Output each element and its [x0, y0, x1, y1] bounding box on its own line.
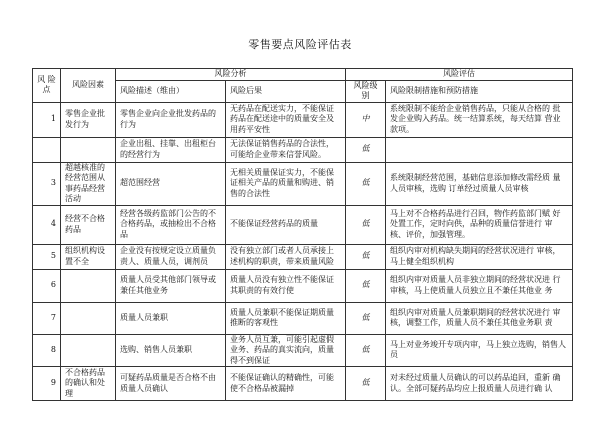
document-title: 零售要点风险评估表	[248, 38, 352, 51]
row-number: 8	[33, 334, 61, 367]
risk-table-body	[33, 102, 573, 401]
risk-factor-cell	[61, 302, 116, 334]
risk-level-cell: 低	[346, 162, 386, 205]
row-number: 1	[33, 102, 61, 137]
row-number: 4	[33, 205, 61, 244]
risk-measures-cell: 马上对业务竣开专项内审，马上独立选购，销售人员	[386, 334, 573, 367]
table-header	[33, 69, 573, 103]
risk-factor-cell: 零售企业批 发行为	[61, 102, 116, 137]
table-row	[33, 102, 573, 137]
risk-measures-cell: 系统限制经营范围，基础信息添加修改需经质 量人员审核，选购 订单经过质量人员审核	[386, 162, 573, 205]
risk-description-cell: 选购、销售人员兼职	[116, 334, 226, 367]
risk-factor-cell: 组织机构设 置不全	[61, 244, 116, 269]
risk-consequence-cell: 质量人员没有独立性不能保证 其职责的有效行使	[226, 269, 346, 302]
risk-description-cell: 超范围经营	[116, 162, 226, 205]
risk-description-cell: 质量人员受其他部门领导或兼任其他业务	[116, 269, 226, 302]
risk-measures-cell	[386, 137, 573, 162]
header-risk-analysis: 风险分析	[116, 69, 346, 81]
risk-measures-cell: 组织内审对质量人员非独立期间的经营状况进 行审核，马上使质量人员独立且不兼任其他业 务	[386, 269, 573, 302]
row-number: 7	[33, 302, 61, 334]
risk-factor-cell	[61, 269, 116, 302]
risk-level-cell: 低	[346, 367, 386, 401]
table-row	[33, 162, 573, 205]
risk-description-cell: 零售企业向企业批发药品的行为	[116, 102, 226, 137]
row-number: 9	[33, 367, 61, 401]
row-number	[33, 137, 61, 162]
risk-level-cell: 低	[346, 205, 386, 244]
risk-consequence-cell: 质量人员兼职不能保证期质量 推断的客观性	[226, 302, 346, 334]
risk-level-cell: 中	[346, 102, 386, 137]
risk-consequence-cell: 没有独立部门或者人员承接上 述机构的职责，带来质量风险	[226, 244, 346, 269]
risk-factor-cell: 不合格药品的确认和处 理	[61, 367, 116, 401]
header-risk-consequence: 风险后果	[226, 80, 346, 102]
risk-factor-cell: 经营不合格 药品	[61, 205, 116, 244]
row-number: 3	[33, 162, 61, 205]
risk-measures-cell: 马上对不合格药品进行召回，物作药监部门赋 好处置工作，定时向供，品种的质量信誉进行 审核、评价，加强管理。	[386, 205, 573, 244]
risk-measures-cell: 组织内审对机构缺失期间的经营状况进行 审核，马上健全组织机构	[386, 244, 573, 269]
risk-consequence-cell: 无相关质量保证实力，不能保证相关产品的质量和购进、销售的合法性	[226, 162, 346, 205]
header-risk-assessment: 风险评估	[346, 69, 573, 81]
table-row	[33, 269, 573, 302]
risk-measures-cell: 组织内审对质量人员兼职期间的经营状况进行 审核，调整工作，质量人员不兼任其他业务职 责	[386, 302, 573, 334]
table-row	[33, 137, 573, 162]
risk-factor-cell	[61, 334, 116, 367]
risk-assessment-table	[32, 68, 573, 401]
risk-factor-cell	[61, 137, 116, 162]
table-row	[33, 334, 573, 367]
risk-measures-cell: 系统限制不能给企业销售药品，只能从合格的 批发企业购入药品。统一结算系统，每天结算 营业款项。	[386, 102, 573, 137]
table-row	[33, 302, 573, 334]
risk-level-cell: 低	[346, 334, 386, 367]
risk-consequence-cell: 无药品在配送实力，不能保证 药品在配送途中的质量安全及 用药平安性	[226, 102, 346, 137]
table-row	[33, 205, 573, 244]
risk-measures-cell: 对未经过质量人员确认的可以药品追回，重新 确认。全部可疑药品均应上报质量人员进行确 认	[386, 367, 573, 401]
header-risk-level: 风险级别	[346, 80, 386, 102]
header-risk-description: 风险描述（维由）	[116, 80, 226, 102]
header-risk-point: 风 险 点	[33, 69, 61, 103]
risk-factor-cell: 超越核准的经营范围从 事药品经营 活动	[61, 162, 116, 205]
header-row-top	[33, 69, 573, 81]
header-risk-measures: 风险限制措施和预防措施	[386, 80, 573, 102]
row-number: 6	[33, 269, 61, 302]
risk-level-cell: 低	[346, 244, 386, 269]
risk-description-cell: 经营各级药监部门公告的不合格药品，或抽检出不合格品	[116, 205, 226, 244]
risk-description-cell: 企业没有按规定设立质量负责人、质量人员，调剂员	[116, 244, 226, 269]
risk-consequence-cell: 业务人员互兼，可能引起虚假 业务、药品的真实流向，质量 得不到保证	[226, 334, 346, 367]
risk-consequence-cell: 不能保证确认的精确性，可能 使不合格品被漏掉	[226, 367, 346, 401]
risk-description-cell: 质量人员兼职	[116, 302, 226, 334]
risk-consequence-cell: 不能保证经营药品的质量	[226, 205, 346, 244]
row-number: 5	[33, 244, 61, 269]
table-row	[33, 367, 573, 401]
risk-level-cell: 低	[346, 137, 386, 162]
risk-level-cell: 低	[346, 269, 386, 302]
risk-description-cell: 企业出租、挂靠、出租柜台的经营行为	[116, 137, 226, 162]
table-row	[33, 244, 573, 269]
risk-consequence-cell: 无法保证销售药品的合法性，可能给企业带来信誉风险。	[226, 137, 346, 162]
header-risk-factor: 风险因素	[61, 69, 116, 103]
risk-description-cell: 可疑药品质量是否合格不由质量人员确认	[116, 367, 226, 401]
risk-level-cell: 低	[346, 302, 386, 334]
